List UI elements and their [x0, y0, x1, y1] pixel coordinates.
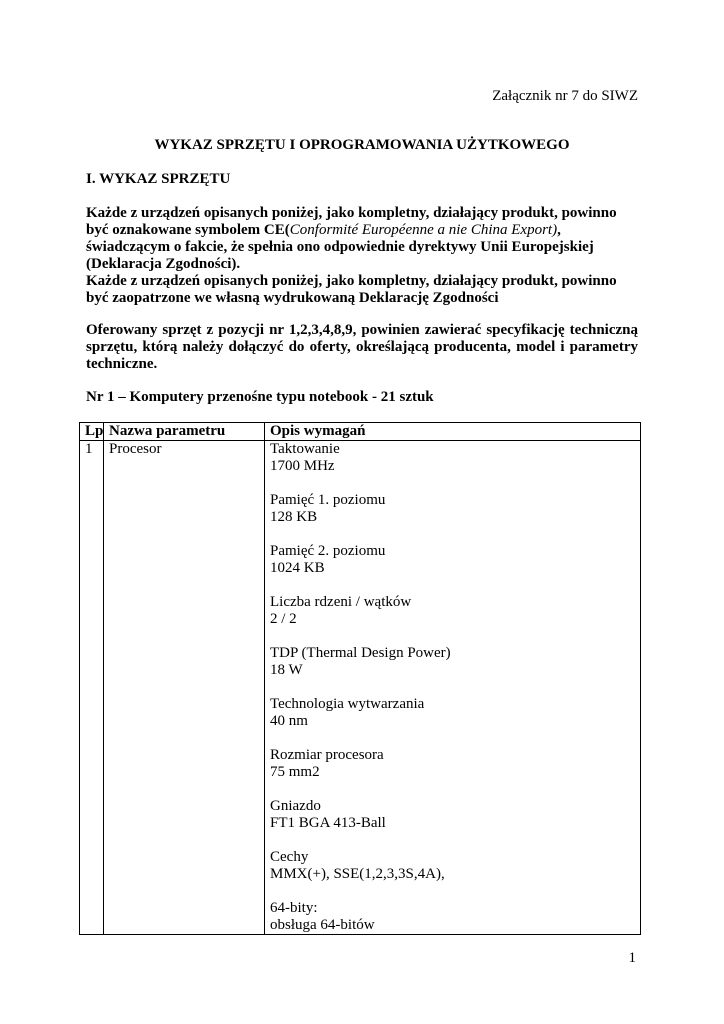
header-requirements: Opis wymagań [265, 423, 641, 441]
header-lp: Lp [80, 423, 104, 441]
feature-entry [270, 696, 635, 730]
feature-entry [270, 645, 635, 679]
feature-label: Liczba rdzeni / wątków [270, 594, 412, 610]
document-title: WYKAZ SPRZĘTU I OPROGRAMOWANIA UŻYTKOWEGO [154, 137, 570, 153]
declaration-requirement-text: Każde z urządzeń opisanych poniżej, jako kompletny, działający produkt, powinno być zaopatrzone we własną wydrukowaną Deklarację Zgodności [86, 273, 617, 306]
feature-label: Rozmiar procesora [270, 747, 384, 763]
feature-value: 75 mm2 [270, 764, 320, 780]
feature-entry [270, 798, 635, 832]
feature-value: obsługa 64-bitów [270, 917, 375, 933]
ce-tail-text: , świadczącym o fakcie, że spełnia ono odpowiednie dyrektywy Unii Europejskiej (Deklaracja Zgodności). [86, 222, 594, 272]
row-requirements [265, 441, 641, 935]
row-lp: 1 [80, 441, 104, 935]
attachment-label: Załącznik nr 7 do SIWZ [492, 88, 638, 104]
ce-marking-paragraph [86, 205, 638, 307]
feature-entry [270, 747, 635, 781]
specification-paragraph: Oferowany sprzęt z pozycji nr 1,2,3,4,8,9, powinien zawierać specyfikację techniczną sprzętu, którą należy dołączyć do oferty, określającą producenta, model i parametry techniczne. [86, 322, 638, 372]
page-number: 1 [628, 950, 636, 966]
feature-value: 18 W [270, 662, 303, 678]
feature-value: FT1 BGA 413-Ball [270, 815, 386, 831]
feature-value: 1024 KB [270, 560, 325, 576]
feature-label: Pamięć 1. poziomu [270, 492, 386, 508]
feature-label: Pamięć 2. poziomu [270, 543, 386, 559]
section-heading: I. WYKAZ SPRZĘTU [86, 171, 231, 187]
feature-entry [270, 441, 635, 475]
table-row [80, 441, 641, 935]
feature-label: Gniazdo [270, 798, 321, 814]
ce-italic-text: Conformité Européenne a nie China Export) [289, 222, 558, 238]
feature-label: TDP (Thermal Design Power) [270, 645, 451, 661]
feature-value: 2 / 2 [270, 611, 297, 627]
feature-label: Technologia wytwarzania [270, 696, 425, 712]
feature-entry [270, 849, 635, 883]
feature-label: Taktowanie [270, 441, 340, 457]
feature-value: 40 nm [270, 713, 308, 729]
feature-value: 128 KB [270, 509, 318, 525]
table-header-row [80, 423, 641, 441]
ce-lead-text: Każde z urządzeń opisanych poniżej, jako kompletny, działający produkt, powinno być oznakowane symbolem CE( [86, 205, 617, 238]
feature-entry [270, 594, 635, 628]
feature-entry [270, 543, 635, 577]
feature-label: 64-bity: [270, 900, 318, 916]
feature-value: MMX(+), SSE(1,2,3,3S,4A), [270, 866, 445, 882]
row-parameter-name: Procesor [104, 441, 265, 935]
ce-requirement-text [86, 205, 638, 273]
feature-entry [270, 900, 635, 934]
item-heading: Nr 1 – Komputery przenośne typu notebook - 21 sztuk [86, 389, 434, 405]
feature-value: 1700 MHz [270, 458, 335, 474]
requirements-table [79, 422, 641, 935]
feature-entry [270, 492, 635, 526]
header-parameter-name: Nazwa parametru [104, 423, 265, 441]
feature-label: Cechy [270, 849, 309, 865]
